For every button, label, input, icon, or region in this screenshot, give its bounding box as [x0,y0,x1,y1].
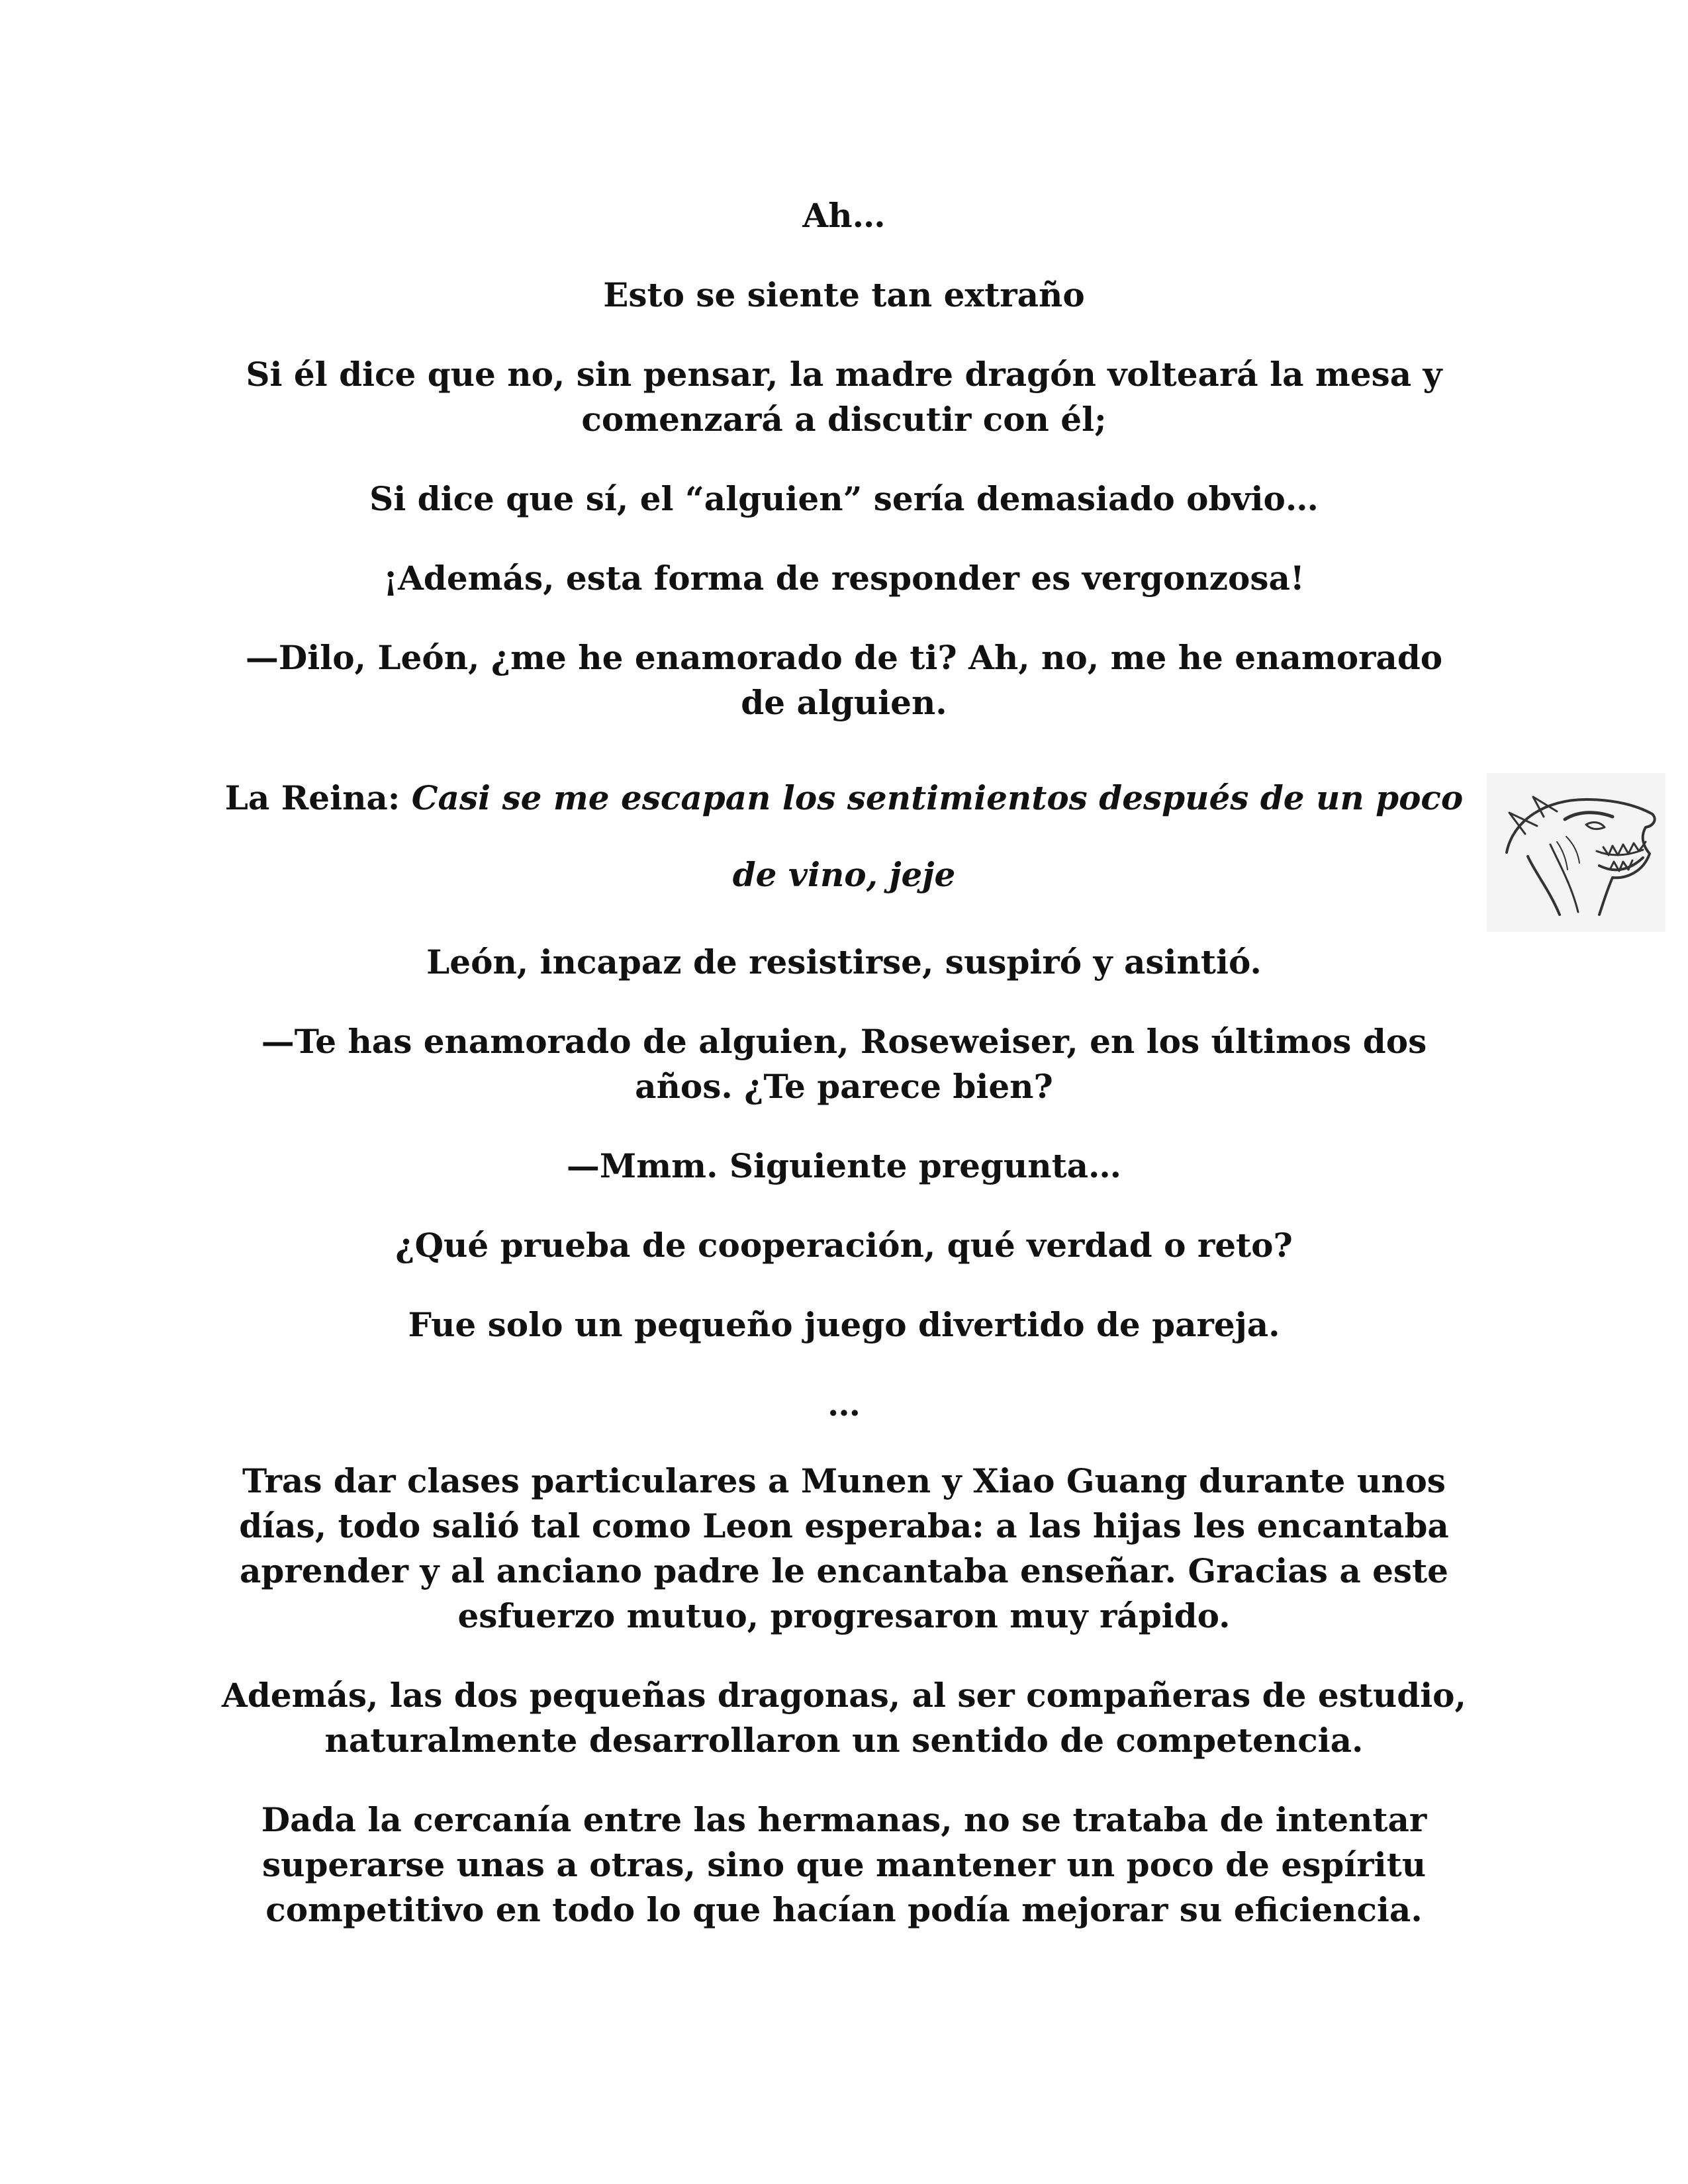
paragraph-queen-thought [218,760,1470,913]
paragraph-couple-game: Fue solo un pequeño juego divertido de pareja. [408,1305,1280,1344]
paragraph-next-question: —Mmm. Siguiente pregunta… [566,1146,1122,1185]
paragraph-embarrassing: ¡Además, esta forma de responder es vergonzosa! [383,559,1305,598]
paragraph-strange: Esto se siente tan extraño [603,275,1085,314]
queen-speaker: La Reina: [224,778,400,817]
paragraph-say-it: —Dilo, León, ¿me he enamorado de ti? Ah, no, me he enamorado de alguien. [245,638,1443,722]
paragraph-if-no: Si él dice que no, sin pensar, la madre dragón volteará la mesa y comenzará a discutir con él; [246,355,1442,439]
scene-break-ellipsis: … [827,1385,861,1424]
text-column [218,193,1470,1967]
paragraph-truth-or-dare: ¿Qué prueba de cooperación, qué verdad o reto? [395,1226,1293,1265]
paragraph-sisters: Dada la cercanía entre las hermanas, no se trataba de intentar superarse unas a otras, sino que mantener un poco de espíritu competitivo en todo lo que hacían podía mejorar su eficiencia. [261,1800,1427,1929]
paragraph-tutoring: Tras dar clases particulares a Munen y Xiao Guang durante unos días, todo salió tal como Leon esperaba: a las hijas les encantaba aprender y al anciano padre le encantaba enseñar. Gracias a este esfuerzo mutuo, progresaron muy rápido. [239,1461,1449,1635]
queen-thought-text: Casi se me escapan los sentimientos después de un poco de vino, jeje [411,778,1464,894]
paragraph-roseweiser: —Te has enamorado de alguien, Roseweiser, en los últimos dos años. ¿Te parece bien? [261,1022,1427,1106]
paragraph-competition: Además, las dos pequeñas dragonas, al ser compañeras de estudio, naturalmente desarrollaron un sentido de competencia. [222,1676,1466,1760]
paragraph-if-yes: Si dice que sí, el “alguien” sería demasiado obvio… [369,479,1319,518]
paragraph-leon-sighs: León, incapaz de resistirse, suspiró y asintió. [426,942,1262,981]
dragon-head-sketch-icon [1487,773,1665,932]
paragraph-ah: Ah… [802,196,886,235]
